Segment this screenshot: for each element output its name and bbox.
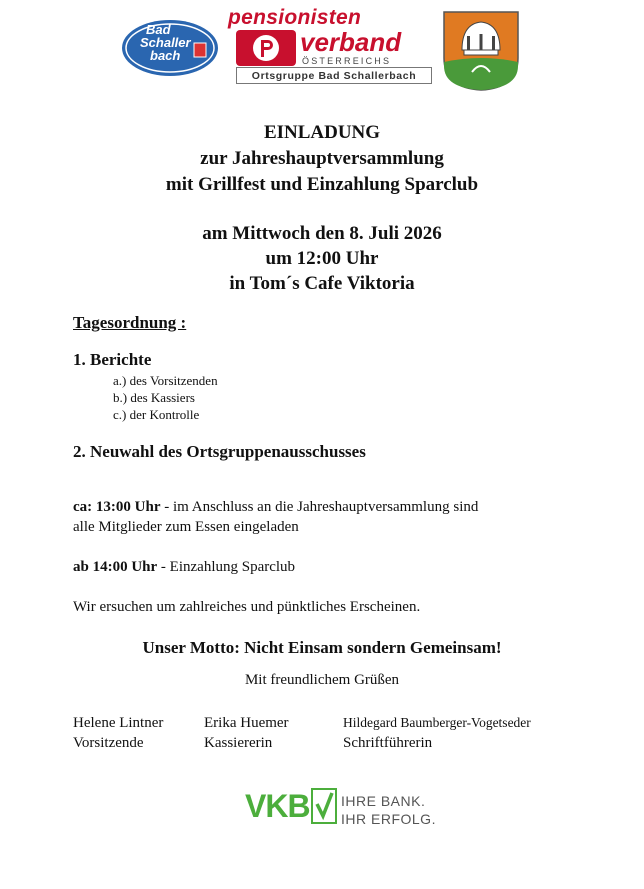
- pv-oesterreichs: ÖSTERREICHS: [302, 56, 392, 66]
- agenda-heading: Tagesordnung :: [73, 313, 187, 332]
- agenda-subitem: c.) der Kontrolle: [113, 407, 200, 422]
- signature-name: Hildegard Baumberger-Vogetseder: [343, 715, 531, 730]
- signature-role: Schriftführerin: [343, 735, 433, 751]
- pensionistenverband-logo: [226, 6, 436, 86]
- title-grillfest: mit Grillfest und Einzahlung Sparclub: [165, 174, 479, 195]
- agenda-item-berichte: 1. Berichte: [73, 350, 152, 369]
- vkb-slogan: [341, 792, 436, 828]
- signature-role: Kassiererin: [204, 735, 273, 751]
- sparclub-text: - Einzahlung Sparclub: [157, 559, 296, 575]
- event-time: um 12:00 Uhr: [265, 248, 379, 269]
- lunch-note: [73, 497, 478, 537]
- signature-name: Erika Huemer: [204, 715, 289, 731]
- signature-vorsitzende: [73, 713, 163, 753]
- title-block: [0, 120, 644, 198]
- bad-logo-line3: bach: [150, 48, 181, 63]
- bad-logo-line1: Bad: [146, 22, 171, 37]
- title-jahreshauptversammlung: zur Jahreshauptversammlung: [200, 148, 444, 169]
- signature-schriftfuehrerin: [343, 713, 531, 753]
- vkb-name: VKB: [245, 788, 310, 824]
- pv-verband: verband: [300, 27, 402, 57]
- sparclub-note: [73, 557, 295, 577]
- signature-role: Vorsitzende: [73, 735, 144, 751]
- lunch-text-1: - im Anschluss an die Jahreshauptversammlung sind: [160, 499, 479, 515]
- agenda-subitem: a.) des Vorsitzenden: [113, 373, 218, 388]
- pv-pensionisten: pensionisten: [228, 6, 362, 29]
- motto: Unser Motto: Nicht Einsam sondern Gemeinsam!: [142, 638, 502, 657]
- sparclub-time: ab 14:00 Uhr: [73, 559, 158, 575]
- request-note: Wir ersuchen um zahlreiches und pünktliches Erscheinen.: [73, 599, 421, 615]
- lunch-text-2: alle Mitglieder zum Essen eingeladen: [73, 519, 299, 535]
- pv-ortsgruppe: Ortsgruppe Bad Schallerbach: [236, 67, 432, 84]
- event-date: am Mittwoch den 8. Juli 2026: [202, 223, 442, 244]
- event-place: in Tom´s Cafe Viktoria: [229, 273, 415, 294]
- checkmark-icon: [311, 788, 337, 824]
- signature-name: Helene Lintner: [73, 715, 164, 731]
- signature-kassiererin: [204, 713, 289, 753]
- lunch-time: ca: 13:00 Uhr: [73, 499, 161, 515]
- bad-logo-line2: Schaller: [140, 35, 191, 50]
- coat-of-arms-icon: [442, 10, 520, 92]
- agenda-item-neuwahl: 2. Neuwahl des Ortsgruppenausschusses: [73, 442, 366, 461]
- agenda-subitems: [113, 372, 218, 423]
- vkb-logo: [243, 782, 443, 832]
- agenda-subitem: b.) des Kassiers: [113, 390, 195, 405]
- bad-schallerbach-logo: [120, 17, 220, 79]
- event-details: [0, 221, 644, 296]
- vkb-slogan-line1: IHRE BANK.: [341, 793, 426, 809]
- pv-p-emblem: [236, 30, 296, 66]
- title-einladung: EINLADUNG: [263, 122, 381, 143]
- vkb-slogan-line2: IHR ERFOLG.: [341, 811, 436, 827]
- greeting: Mit freundlichem Grüßen: [244, 672, 400, 688]
